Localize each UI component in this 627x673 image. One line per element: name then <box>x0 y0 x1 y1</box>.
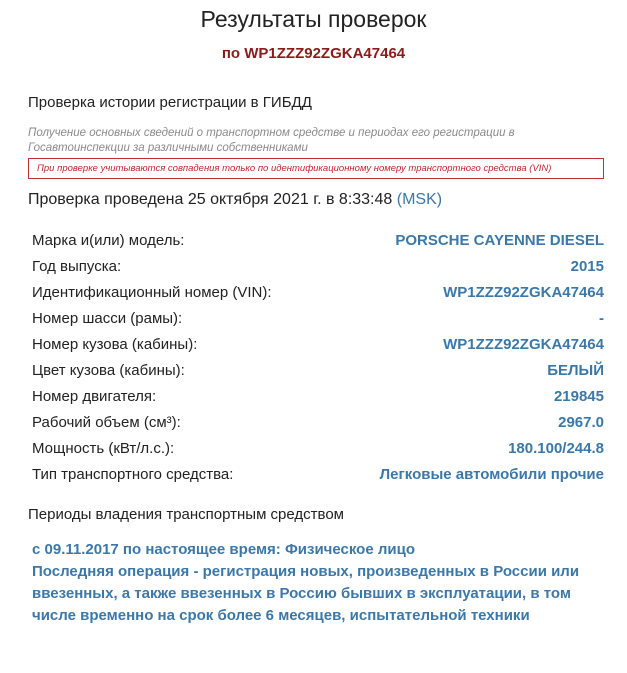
row-label: Цвет кузова (кабины): <box>32 362 185 379</box>
vehicle-info-table <box>32 230 604 490</box>
row-label: Рабочий объем (см³): <box>32 414 181 431</box>
row-value: 219845 <box>553 388 604 405</box>
row-value: БЕЛЫЙ <box>547 362 604 379</box>
vin-subtitle: по WP1ZZZ92ZGKA47464 <box>221 45 406 62</box>
table-row <box>32 334 604 360</box>
table-row <box>32 256 604 282</box>
check-date-text: Проверка проведена 25 октября 2021 г. в 8:33:48 <box>28 191 393 208</box>
table-row <box>32 308 604 334</box>
row-value: 2015 <box>570 258 604 275</box>
row-label: Номер кузова (кабины): <box>32 336 198 353</box>
row-value: 2967.0 <box>558 414 604 431</box>
row-value: 180.100/244.8 <box>508 440 604 457</box>
row-label: Год выпуска: <box>32 258 122 275</box>
ownership-period <box>32 539 607 627</box>
ownership-title: Периоды владения транспортным средством <box>28 506 344 523</box>
row-value: Легковые автомобили прочие <box>379 466 604 483</box>
table-row <box>32 412 604 438</box>
check-date <box>28 191 442 209</box>
table-row <box>32 386 604 412</box>
row-label: Номер двигателя: <box>32 388 157 405</box>
row-value: - <box>599 310 604 327</box>
page-title: Результаты проверок <box>200 6 427 32</box>
row-value: WP1ZZZ92ZGKA47464 <box>443 336 604 353</box>
row-label: Тип транспортного средства: <box>32 466 234 483</box>
table-row <box>32 360 604 386</box>
ownership-period-text: с 09.11.2017 по настоящее время: Физическое лицо <box>32 541 415 558</box>
row-label: Мощность (кВт/л.с.): <box>32 440 175 457</box>
vin-warning: При проверке учитываются совпадения только по идентификационному номеру транспортного средства (VIN) <box>28 158 604 179</box>
row-value: PORSCHE CAYENNE DIESEL <box>395 232 604 249</box>
table-row <box>32 282 604 308</box>
row-label: Номер шасси (рамы): <box>32 310 183 327</box>
last-operation-text: Последняя операция - регистрация новых, произведенных в России или ввезенных, а также ввезенных в Россию бывших в эксплуатации, в том числе временно на срок более 6 месяцев, испытательной техники <box>32 563 580 624</box>
table-row <box>32 464 604 490</box>
row-value: WP1ZZZ92ZGKA47464 <box>443 284 604 301</box>
table-row <box>32 438 604 464</box>
table-row <box>32 230 604 256</box>
timezone: (MSK) <box>396 191 443 208</box>
row-label: Идентификационный номер (VIN): <box>32 284 272 301</box>
section-title: Проверка истории регистрации в ГИБДД <box>28 94 312 111</box>
row-label: Марка и(или) модель: <box>32 232 185 249</box>
section-description: Получение основных сведений о транспортном средстве и периодах его регистрации в Госавтоинспекции за различными собственниками <box>28 127 515 154</box>
